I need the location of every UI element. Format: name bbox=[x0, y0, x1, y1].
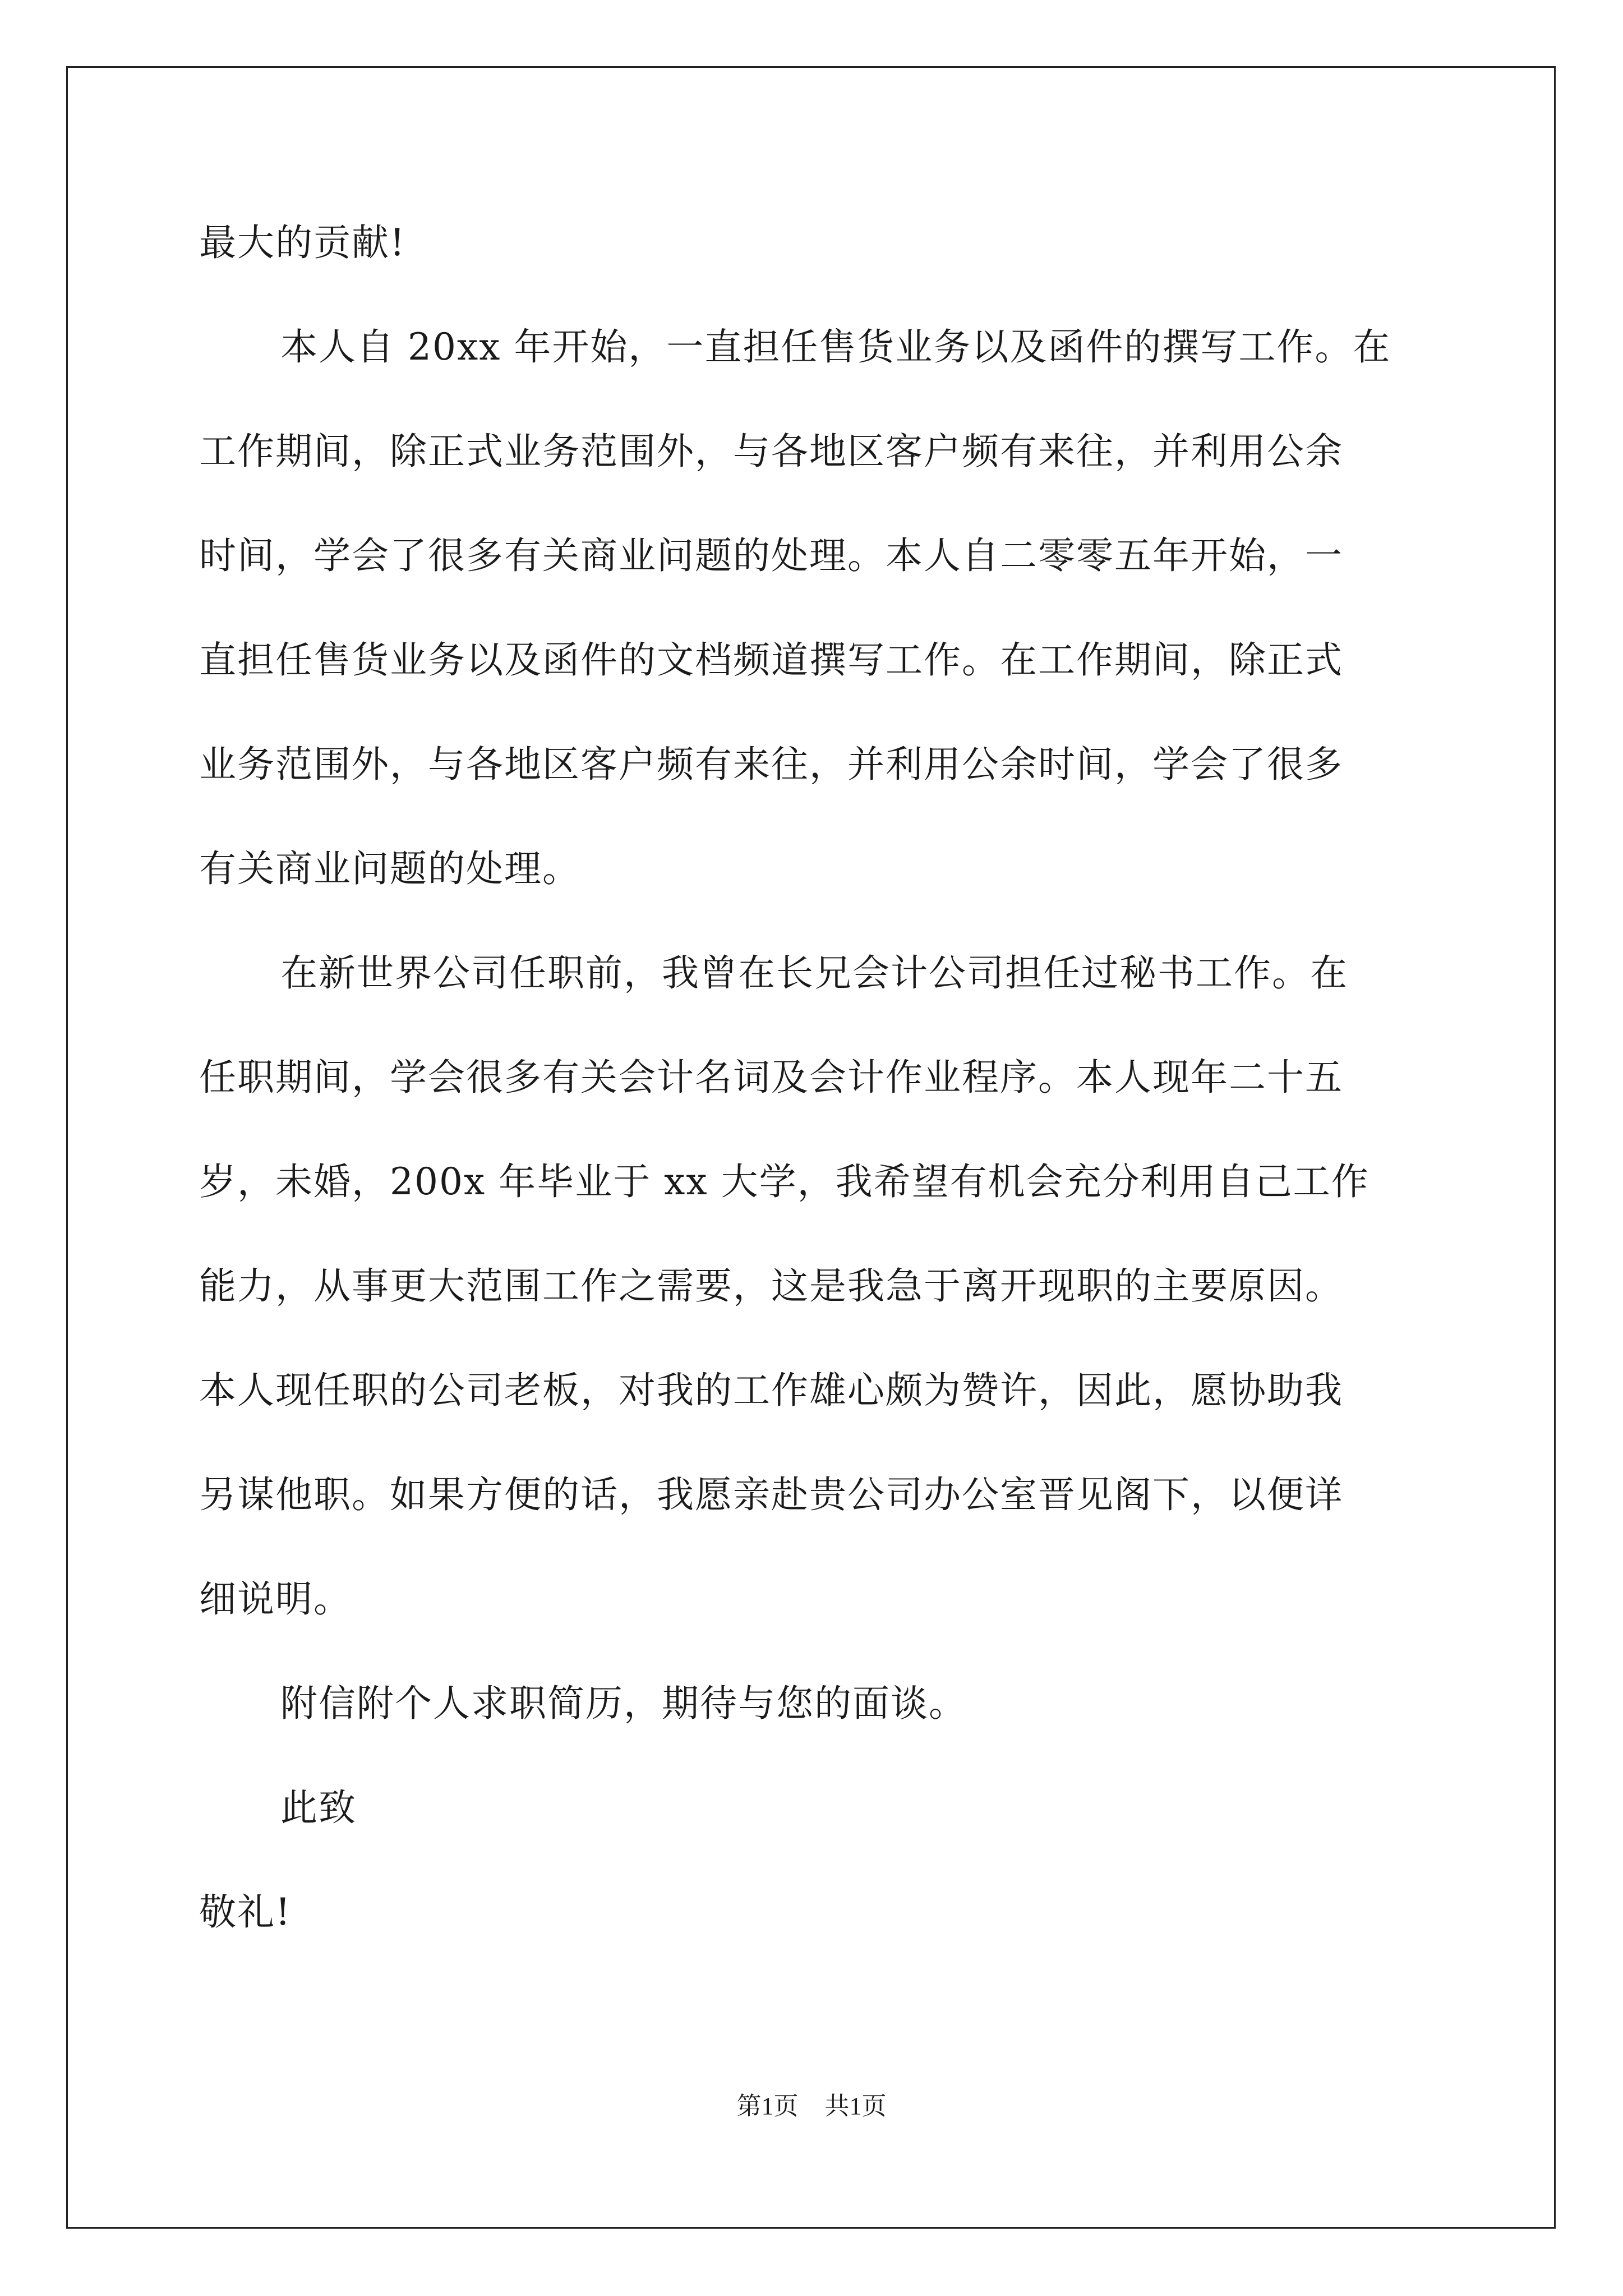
body-line: 业务范围外，与各地区客户频有来往，并利用公余时间，学会了很多 bbox=[199, 743, 1343, 786]
body-line: 工作期间，除正式业务范围外，与各地区客户频有来往，并利用公余 bbox=[199, 430, 1343, 473]
body-line: 本人现任职的公司老板，对我的工作雄心颇为赞许，因此，愿协助我 bbox=[199, 1369, 1343, 1412]
salutation-closing: 敬礼! bbox=[199, 1890, 292, 1934]
page-number-total: 共1页 bbox=[824, 2092, 887, 2120]
page-footer bbox=[0, 2090, 1623, 2123]
closing-phrase: 此致 bbox=[280, 1786, 357, 1829]
body-line: 任职期间，学会很多有关会计名词及会计作业程序。本人现年二十五 bbox=[199, 1056, 1343, 1099]
body-line: 能力，从事更大范围工作之需要，这是我急于离开现职的主要原因。 bbox=[199, 1264, 1343, 1308]
body-line: 时间，学会了很多有关商业问题的处理。本人自二零零五年开始，一 bbox=[199, 534, 1343, 577]
body-line: 另谋他职。如果方便的话，我愿亲赴贵公司办公室晋见阁下，以便详 bbox=[199, 1473, 1343, 1516]
paragraph-start-line: 本人自 20xx 年开始，一直担任售货业务以及函件的撰写工作。在 bbox=[280, 325, 1391, 369]
paragraph-start-line: 在新世界公司任职前，我曾在长兄会计公司担任过秘书工作。在 bbox=[280, 951, 1348, 995]
body-line: 岁，未婚，200x 年毕业于 xx 大学，我希望有机会充分利用自己工作 bbox=[199, 1160, 1370, 1203]
body-line: 最大的贡献! bbox=[199, 221, 406, 264]
body-line: 直担任售货业务以及函件的文档频道撰写工作。在工作期间，除正式 bbox=[199, 638, 1343, 682]
letter-body bbox=[199, 191, 1433, 1964]
body-line: 细说明。 bbox=[199, 1577, 352, 1621]
body-line: 有关商业问题的处理。 bbox=[199, 847, 580, 890]
page-number-current: 第1页 bbox=[736, 2092, 799, 2120]
attachment-note: 附信附个人求职简历，期待与您的面谈。 bbox=[280, 1682, 967, 1725]
